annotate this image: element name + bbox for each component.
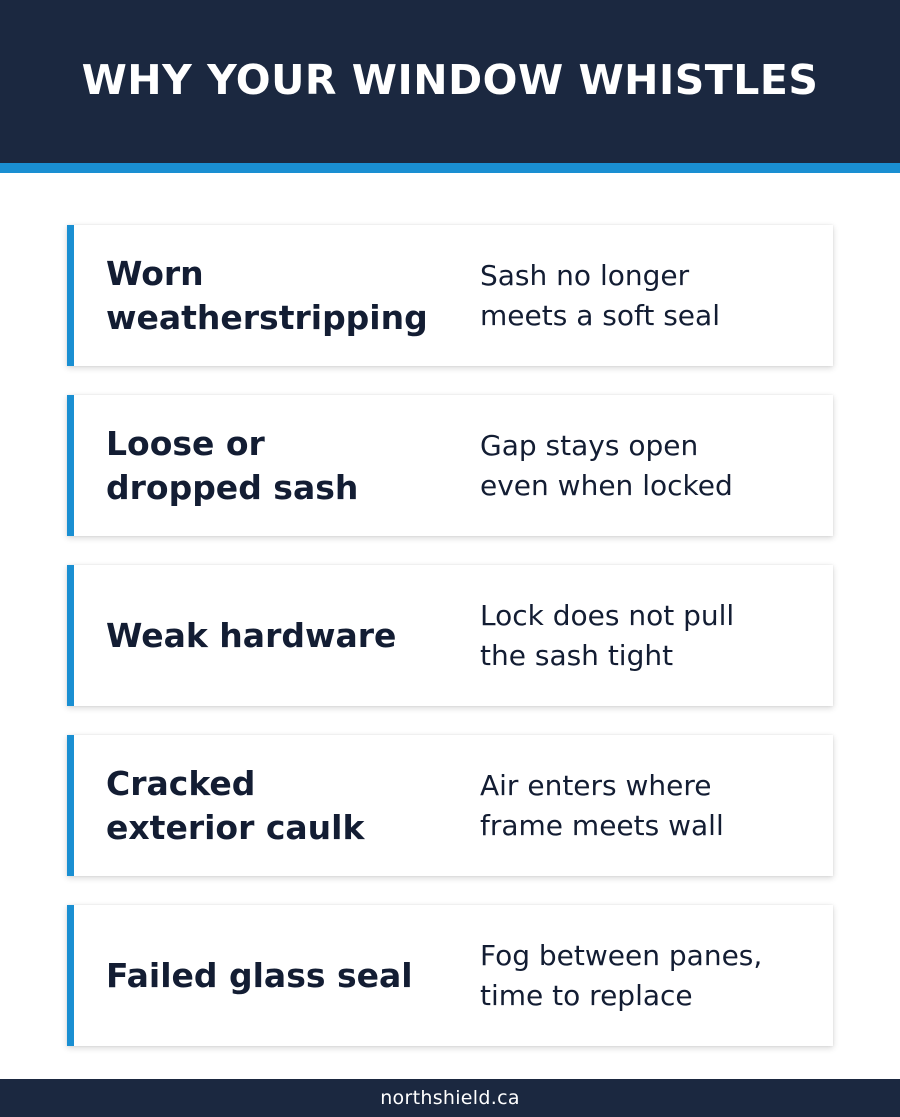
causes-list bbox=[67, 225, 833, 1075]
accent-divider bbox=[0, 163, 900, 173]
cause-title: Worn weatherstripping bbox=[106, 253, 428, 337]
cause-description: Air enters where frame meets wall bbox=[480, 768, 724, 842]
footer-bar bbox=[0, 1079, 900, 1117]
cause-card bbox=[67, 735, 833, 876]
cause-title: Cracked exterior caulk bbox=[106, 763, 365, 847]
cause-card bbox=[67, 395, 833, 536]
cause-description: Lock does not pull the sash tight bbox=[480, 598, 735, 672]
cause-title: Weak hardware bbox=[106, 615, 397, 655]
cause-card bbox=[67, 905, 833, 1046]
cause-description: Fog between panes, time to replace bbox=[480, 938, 763, 1012]
page-title: WHY YOUR WINDOW WHISTLES bbox=[81, 55, 819, 104]
cause-card bbox=[67, 565, 833, 706]
cause-description: Sash no longer meets a soft seal bbox=[480, 258, 720, 332]
cause-card bbox=[67, 225, 833, 366]
cause-title: Loose or dropped sash bbox=[106, 423, 359, 507]
website-link[interactable]: northshield.ca bbox=[380, 1087, 520, 1109]
cause-title: Failed glass seal bbox=[106, 955, 413, 995]
cause-description: Gap stays open even when locked bbox=[480, 428, 733, 502]
header-banner bbox=[0, 0, 900, 163]
